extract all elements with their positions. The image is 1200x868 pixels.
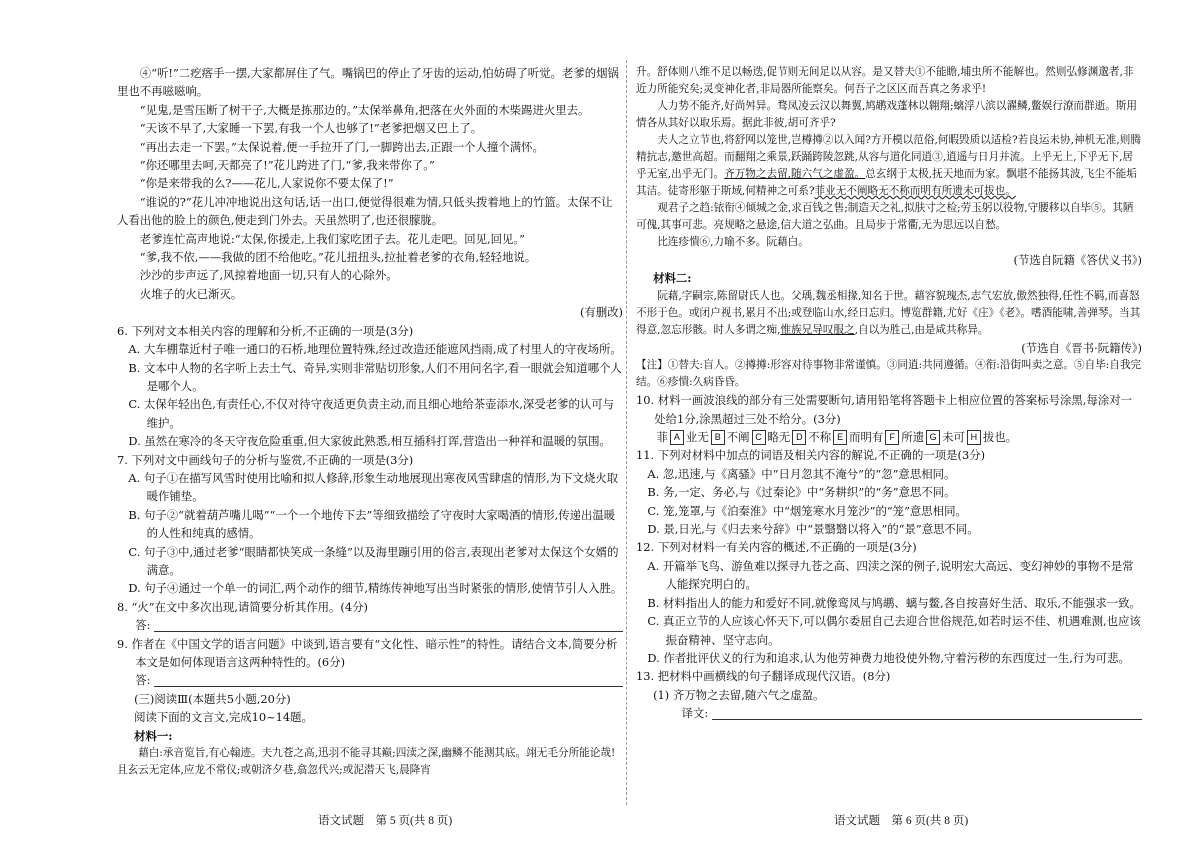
right-page	[636, 64, 1142, 723]
segment-text: 不阐	[726, 430, 750, 445]
story-para: 老爹连忙高声地说:“太保,你援走,上我们家吃团子去。花儿走吧。回见,回见。”	[139, 231, 525, 246]
annotation-note: 【注】①替夫:盲人。②撙撙:形容对待事物非常谨慎。③同逍:共同遵循。④衔:沿街叫卖之意。⑤自毕:自我完结。⑥疹憒:久病昏昏。	[636, 359, 1142, 389]
q10-segment-row	[636, 428, 1142, 446]
material-1-para: 比连疹憒⑥,力喻不多。阮藉白。	[657, 236, 809, 248]
story-para: “你还哪里去呵,天都亮了!”花儿跨进了门,“爹,我来带你了。”	[139, 158, 435, 173]
q7-option-a: A. 句子①在描写风雪时使用比喻和拟人修辞,形象生动地展现出寒夜风雪肆虐的情形,为下文烧火取暖作铺垫。	[128, 470, 619, 504]
segment-text: 未可	[942, 430, 965, 445]
underlined-sentence: 齐万物之去留,随六气之虚盈。	[724, 168, 866, 180]
answer-box-b[interactable]: B	[711, 430, 725, 445]
question-10-stem: 10. 材料一画波浪线的部分有三处需要断句,请用铅笔将答题卡上相应位置的答案标号涂黑,每涂对一处给1分,涂黑超过三处不给分。(3分)	[636, 393, 1132, 426]
material-1-para: 观君子之趋:铱衔④倾城之金,求百钱之售;制造天之礼,拟肤寸之检;劳玉躬以役物,守腰移以自毕⑤。其陋可傀,其事可悲。亮规略之悬途,信大道之弘曲。且局步于常衢,无为思远以自愁。	[636, 202, 1134, 231]
material-2-text	[636, 288, 1142, 339]
q9-answer-line[interactable]	[117, 671, 623, 689]
question-6-stem: 6. 下列对文本相关内容的理解和分析,不正确的一项是(3分)	[117, 323, 414, 338]
answer-underline	[154, 619, 623, 632]
section-3-instructions: 阅读下面的文言文,完成10~14题。	[134, 710, 313, 725]
translation-label: 译文:	[681, 706, 709, 721]
segment-text: 业无	[685, 430, 709, 445]
segment-text: 略无	[767, 430, 791, 445]
segment-text: 拔也。	[982, 430, 1018, 445]
story-source: (有删改)	[579, 305, 623, 320]
q7-option-d: D. 句子④通过一个单一的词汇,两个动作的细节,精练传神地写出当时紧张的情形,使情节引人入胜。	[128, 581, 623, 596]
q11-option-d: D. 景,日光,与《归去来兮辞》中“景翳翳以将入”的“景”意思不同。	[647, 522, 979, 537]
q13-translation-line[interactable]	[636, 704, 1142, 722]
material-1-text: 藉白:承音览旨,有心翰迹。夫九苍之高,迅羽不能寻其巅;四渎之深,幽鳞不能测其底。翊无毛分所能论哉!且玄云无定体,应龙不常仪;或朝济夕巷,翕忽代兴;或泥潜天飞,晨降宵	[117, 747, 616, 777]
segment-text: 而明有	[849, 430, 884, 445]
question-9: 9. 作者在《中国文学的语言问题》中谈到,语言要有“文化性、暗示性”的特性。请结合文本,简要分析本文是如何体现语言这两种特性的。(6分)	[117, 636, 618, 669]
answer-box-h[interactable]: H	[967, 430, 981, 445]
question-13-stem: 13. 把材料中画横线的句子翻译成现代汉语。(8分)	[636, 669, 891, 684]
answer-box-d[interactable]: D	[792, 430, 806, 445]
q7-option-b: B. 句子②“就着葫芦嘴儿喝”“一个一个地传下去”等细致描绘了守夜时大家喝酒的情形,传递出温暖的人性和纯真的感情。	[128, 507, 616, 541]
material-2-label: 材料二:	[653, 271, 692, 286]
underlined-sentence: 惟族兄导叹服之	[780, 323, 855, 336]
story-para: “爹,我不依,——我做的团不给他吃。”花儿扭扭头,拉扯着老爹的衣角,轻轻地说。	[139, 250, 537, 265]
story-para: “谁说的?”花儿冲冲地说出这句话,话一出口,便觉得很难为情,只低头拨着地上的竹篮。太保不让人看出他的脸上的颜色,便走到门外去。天虽然明了,也还很朦胧。	[117, 194, 613, 228]
text-segment: 总玄纲于太极,抚天地而为家。飘堪不能扬其波,飞尘不能垢其洁。徒寄形躯于斯域,何精神之可系?	[636, 168, 1137, 197]
material-1-continued: 升。舒体则八维不足以畅迭,促节则无间足以从容。是又替夫①不能瞻,埔虫所不能解也。然则弘修渊邈者,非近力所能究矣;灵变神化者,非局器所能察矣。何吾子之区区而吾真之务求乎!	[636, 66, 1134, 95]
material-2-source: (节选自《晋书·阮籍传》)	[1021, 340, 1142, 355]
answer-underline	[712, 707, 1142, 720]
page-footer-right: 语文试题 第 6 页(共 8 页)	[834, 815, 969, 827]
answer-box-c[interactable]: C	[752, 430, 766, 445]
text-segment: ,自以为胜己,由是咸共称异。	[854, 323, 989, 336]
page-footer-left: 语文试题 第 5 页(共 8 页)	[318, 815, 453, 827]
q12-option-c: C. 真正立节的人应该心怀天下,可以偶尔委屈自己去迎合世俗规范,如若时运不佳、机遇难测,也应该振奋精神、坚守志向。	[647, 614, 1141, 647]
q6-option-b: B. 文本中人物的名字听上去土气、奇异,实则非常贴切形象,人们不用问名字,看一眼就会知道哪个人是哪个人。	[128, 360, 622, 393]
material-1-para: 人力势不能齐,好尚舛异。骛凤凌云汉以舞翼,鸠鹕戏蓬林以翱翔;螭浮八滨以濯鳞,鳖娱行潦而群逝。斯用情各从其好以取乐焉。据此非彼,胡可齐乎?	[636, 100, 1137, 129]
answer-label: 答:	[135, 618, 151, 633]
left-page	[117, 64, 623, 779]
segment-text: 所遗	[901, 430, 925, 445]
q8-answer-line[interactable]	[117, 616, 623, 634]
section-3-heading: (三)阅读Ⅲ(本题共5小题,20分)	[134, 691, 291, 706]
question-8: 8. “火”在文中多次出现,请简要分析其作用。(4分)	[117, 599, 368, 614]
story-para: 火堆子的火已渐灭。	[139, 286, 243, 301]
story-para: “见鬼,是雪压断了树干子,大概是拣那边的。”太保举鼻角,把落在火外面的木柴踢进火里去。	[139, 102, 590, 117]
wavy-underlined-sentence: 菲业无不阐略无不称而明有所遗未可拔也。	[814, 185, 1016, 197]
segment-text: 菲	[656, 430, 668, 445]
material-1-para	[636, 132, 1142, 200]
q6-option-d: D. 虽然在寒冷的冬天守夜危险重重,但大家彼此熟悉,相互插科打诨,营造出一种祥和温暖的氛围。	[128, 434, 611, 449]
answer-underline	[154, 674, 623, 687]
q11-option-a: A. 忽,迅速,与《离骚》中“日月忽其不淹兮”的“忽”意思相同。	[647, 466, 956, 481]
q12-option-d: D. 作者批评伏义的行为和追求,认为他劳神费力地役使外物,守着污秽的东西度过一生,行为可悲。	[647, 650, 1130, 665]
material-1-label: 材料一:	[134, 728, 173, 743]
answer-box-e[interactable]: E	[833, 430, 847, 445]
question-12-stem: 12. 下列对材料一有关内容的概述,不正确的一项是(3分)	[636, 540, 917, 555]
material-1-source: (节选自阮籍《答伏义书》)	[1013, 253, 1142, 267]
text-segment: 阮藉,字嗣宗,陈留尉氏人也。父瑀,魏丞相掾,知名于世。藉容貌瑰杰,志气宏放,傲然独得,任性不羁,而喜怒不形于色。或闭户视书,累月不出;或登临山水,经日忘归。博览群籍,尤好《庄》《老》。嗜酒能啸,善弹琴。当其得意,忽忘形骸。时人多谓之痴,	[636, 289, 1141, 336]
question-11-stem: 11. 下列对材料中加点的词语及相关内容的解说,不正确的一项是(3分)	[636, 448, 986, 463]
q11-option-c: C. 笼,笼罩,与《泊秦淮》中“烟笼寒水月笼沙”的“笼”意思相同。	[647, 503, 967, 518]
answer-box-a[interactable]: A	[670, 430, 684, 445]
q12-option-a: A. 开篇举飞鸟、游鱼难以探寻九苍之高、四渎之深的例子,说明宏大高远、变幻神妙的事物不是常人能探究明白的。	[647, 558, 1134, 592]
question-7-stem: 7. 下列对文中画线句子的分析与鉴赏,不正确的一项是(3分)	[117, 452, 414, 467]
answer-box-g[interactable]: G	[926, 430, 940, 445]
q11-option-b: B. 务,一定、务必,与《过秦论》中“务耕织”的“务”意思不同。	[647, 485, 956, 500]
q7-option-c: C. 句子③中,通过老爹“眼睛都快笑成一条缝”以及海里蹦引用的俗言,表现出老爹对太保这个女婿的满意。	[128, 544, 619, 577]
story-para: 沙沙的步声远了,风掠着地面一切,只有人的心除外。	[139, 268, 398, 283]
page-divider	[626, 60, 627, 805]
text-segment: 夫人之立节也,将舒网以笼世,岂樽撙②以入闻?方开模以范俗,何暇毁质以适检?若良运未协,神机无准,则腾精抗志,邀世高超。而翻翔之乘景,跃踊跨陵忽跳,从容与道化同逍③,逍遥与日月并流。上乎无上,下乎无下,居乎无室,出乎无门。	[636, 134, 1141, 180]
story-para: “你是来带我的么?——花儿,人家说你不要太保了!”	[139, 176, 394, 191]
answer-box-f[interactable]: F	[885, 430, 899, 445]
story-para: ④“听!”二疙瘩手一摆,大家都屏住了气。嘴锅巴的停止了牙齿的运动,怕妨碍了听觉。老爹的烟锅里也不再嗞嗞响。	[117, 66, 619, 99]
story-para: “再出去走一下罢。”太保说着,便一手拉开了门,一脚跨出去,正跟一个人撞个满怀。	[139, 139, 544, 154]
q6-option-a: A. 大车棚靠近村子唯一通口的石桥,地理位置特殊,经过改造还能遮风挡雨,成了村里人的守夜场所。	[128, 342, 622, 357]
story-para: “天该不早了,大家睡一下罢,有我一个人也够了!”老爹把烟又巴上了。	[139, 121, 483, 136]
q13-part-1: (1) 齐万物之去留,随六气之虚盈。	[653, 687, 825, 702]
q12-option-b: B. 材料指出人的能力和爱好不同,就像鸾凤与鸠鹕、螭与鳖,各自按喜好生活、取乐,不能强求一致。	[647, 595, 1141, 610]
answer-label: 答:	[135, 673, 151, 688]
segment-text: 不称	[808, 430, 832, 445]
q6-option-c: C. 太保年轻出色,有责任心,不仅对待守夜适更负责主动,而且细心地给茶壶添水,深受老爹的认可与维护。	[128, 397, 615, 430]
